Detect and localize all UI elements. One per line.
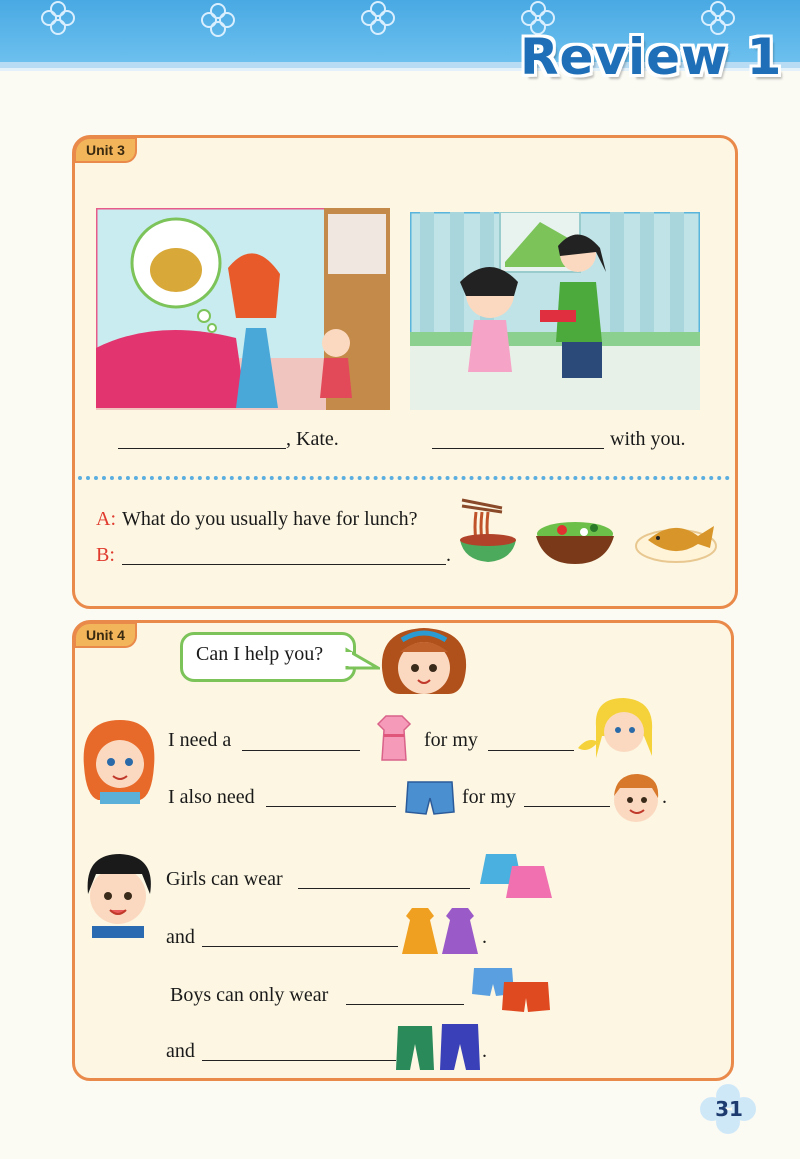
unit4-tag: Unit 4 (74, 622, 137, 648)
dialog-b-answer-blank[interactable] (122, 564, 446, 565)
line1-prefix: I need a (168, 729, 232, 751)
speech-bubble-tail (344, 646, 380, 676)
flower-icon (40, 0, 76, 36)
fish-dish-image (634, 512, 718, 566)
dialog-a-label: A: (96, 508, 116, 530)
shop-assistant-image (378, 624, 470, 700)
flower-icon (360, 0, 396, 36)
jeans-shorts-image (404, 778, 456, 818)
line2-item-blank[interactable] (266, 806, 396, 807)
page-title: Review 1 (520, 28, 783, 86)
skirts-image (478, 852, 554, 902)
line6-period: . (482, 1040, 487, 1062)
trousers-image (396, 1022, 482, 1072)
girl-portrait-image (80, 716, 158, 804)
boy-face-image (606, 770, 664, 826)
scene2-answer-blank[interactable] (432, 448, 604, 449)
dialog-b-period: . (446, 544, 451, 566)
dialog-b-label: B: (96, 544, 115, 566)
speech-bubble-text: Can I help you? (196, 643, 324, 665)
line2-prefix: I also need (168, 786, 255, 808)
line2-person-blank[interactable] (524, 806, 610, 807)
classroom-scene-image (410, 212, 700, 410)
line2-middle: for my (462, 786, 516, 808)
living-room-scene-image (96, 208, 390, 410)
salad-bowl-image (532, 518, 618, 568)
boy-portrait-image (78, 850, 160, 938)
line6-blank[interactable] (202, 1060, 396, 1061)
line3-prefix: Girls can wear (166, 868, 283, 890)
line4-blank[interactable] (202, 946, 398, 947)
line1-item-blank[interactable] (242, 750, 360, 751)
line1-person-blank[interactable] (488, 750, 574, 751)
scene1-answer-blank[interactable] (118, 448, 286, 449)
noodles-bowl-image (452, 494, 524, 566)
line2-period: . (662, 786, 667, 808)
dialog-a-question: What do you usually have for lunch? (122, 508, 418, 530)
scene1-caption: , Kate. (286, 428, 339, 450)
shorts-image (472, 966, 552, 1014)
pink-dress-image (370, 712, 418, 764)
flower-icon (200, 2, 236, 38)
line4-period: . (482, 926, 487, 948)
page-number: 31 (715, 1097, 743, 1121)
line5-blank[interactable] (346, 1004, 464, 1005)
line1-middle: for my (424, 729, 478, 751)
line4-prefix: and (166, 926, 195, 948)
section-divider (78, 476, 730, 480)
line5-prefix: Boys can only wear (170, 984, 329, 1006)
scene2-caption: with you. (610, 428, 686, 450)
blonde-girl-image (574, 696, 662, 768)
unit3-tag: Unit 3 (74, 137, 137, 163)
line3-blank[interactable] (298, 888, 470, 889)
line6-prefix: and (166, 1040, 195, 1062)
dresses-image (398, 904, 484, 958)
